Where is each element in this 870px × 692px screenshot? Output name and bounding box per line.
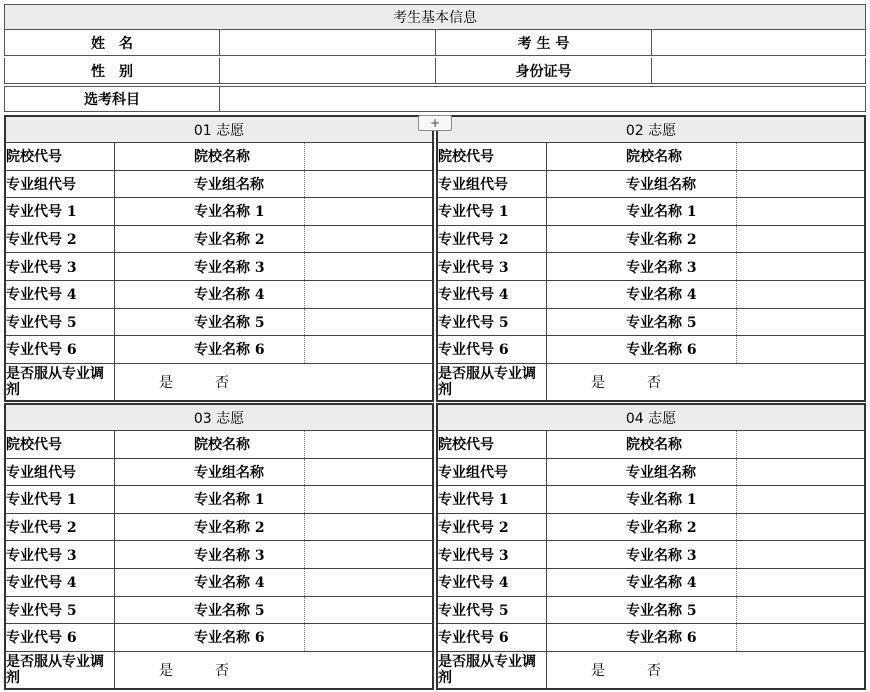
table-row (6, 253, 432, 281)
table-row (438, 459, 864, 487)
table-row (438, 198, 864, 226)
major-code-field[interactable] (547, 486, 626, 513)
major-code-label: 专业代号 3 (6, 541, 115, 568)
major-code-label: 专业代号 1 (6, 486, 115, 513)
major-code-label: 专业代号 1 (438, 486, 547, 513)
major-code-field[interactable] (547, 198, 626, 225)
adjust-label: 是否服从专业调剂 (438, 364, 547, 400)
school-name-label: 院校名称 (626, 431, 737, 458)
major-name-field[interactable] (737, 486, 864, 513)
table-row (438, 431, 864, 459)
major-code-label: 专业代号 5 (6, 597, 115, 624)
major-name-label: 专业名称 2 (626, 226, 737, 253)
major-code-field[interactable] (547, 597, 626, 624)
group-name-label: 专业组名称 (194, 171, 305, 198)
table-row (6, 431, 432, 459)
info-row-subjects (4, 86, 866, 112)
table-row (438, 652, 864, 688)
id-number-label: 身份证号 (436, 58, 652, 84)
group-name-field[interactable] (737, 459, 864, 486)
gender-label: 性 别 (4, 58, 220, 84)
adjust-yes-option[interactable]: 是 (159, 662, 173, 679)
major-name-field[interactable] (305, 541, 432, 568)
group-code-field[interactable] (547, 171, 626, 198)
school-code-label: 院校代号 (6, 143, 115, 170)
school-name-field[interactable] (305, 431, 432, 458)
choice-title: 02 志愿 (438, 117, 864, 143)
form-title: 考生基本信息 (4, 4, 866, 30)
major-code-field[interactable] (115, 569, 194, 596)
major-code-label: 专业代号 2 (6, 514, 115, 541)
table-row (438, 171, 864, 199)
adjust-label: 是否服从专业调剂 (6, 364, 115, 400)
group-name-field[interactable] (305, 171, 432, 198)
table-row (438, 253, 864, 281)
table-row (438, 143, 864, 171)
major-name-field[interactable] (737, 336, 864, 363)
gender-field[interactable] (220, 58, 436, 84)
table-row (6, 541, 432, 569)
major-name-label: 专业名称 3 (194, 541, 305, 568)
major-code-field[interactable] (115, 541, 194, 568)
major-code-field[interactable] (115, 281, 194, 308)
major-code-label: 专业代号 4 (6, 569, 115, 596)
group-code-field[interactable] (115, 459, 194, 486)
adjust-no-option[interactable]: 否 (215, 662, 229, 679)
school-name-field[interactable] (737, 431, 864, 458)
major-name-label: 专业名称 6 (194, 624, 305, 651)
major-name-label: 专业名称 3 (194, 253, 305, 280)
major-name-label: 专业名称 3 (626, 541, 737, 568)
major-name-label: 专业名称 6 (194, 336, 305, 363)
group-name-field[interactable] (737, 171, 864, 198)
major-code-label: 专业代号 5 (438, 597, 547, 624)
subjects-label: 选考科目 (4, 86, 220, 112)
major-code-label: 专业代号 4 (438, 281, 547, 308)
adjust-options (547, 364, 864, 400)
major-name-label: 专业名称 4 (626, 281, 737, 308)
school-code-field[interactable] (115, 431, 194, 458)
major-name-label: 专业名称 4 (626, 569, 737, 596)
adjust-label: 是否服从专业调剂 (438, 652, 547, 688)
major-code-label: 专业代号 1 (6, 198, 115, 225)
major-name-field[interactable] (305, 514, 432, 541)
school-code-label: 院校代号 (438, 143, 547, 170)
major-code-field[interactable] (115, 253, 194, 280)
major-code-label: 专业代号 6 (6, 336, 115, 363)
adjust-yes-option[interactable]: 是 (591, 374, 605, 391)
major-code-label: 专业代号 6 (438, 624, 547, 651)
table-row (6, 281, 432, 309)
table-row (6, 624, 432, 652)
major-name-field[interactable] (737, 253, 864, 280)
major-name-label: 专业名称 5 (194, 597, 305, 624)
name-label: 姓 名 (4, 30, 220, 56)
major-code-field[interactable] (115, 226, 194, 253)
major-name-field[interactable] (737, 198, 864, 225)
school-code-label: 院校代号 (438, 431, 547, 458)
major-name-field[interactable] (305, 569, 432, 596)
table-row (6, 198, 432, 226)
major-name-label: 专业名称 2 (194, 514, 305, 541)
choice-block-04 (436, 403, 866, 690)
adjust-no-option[interactable]: 否 (647, 662, 661, 679)
group-code-label: 专业组代号 (438, 459, 547, 486)
major-name-field[interactable] (737, 309, 864, 336)
adjust-options (547, 652, 864, 688)
table-row (6, 309, 432, 337)
major-code-field[interactable] (547, 336, 626, 363)
group-code-field[interactable] (115, 171, 194, 198)
major-name-label: 专业名称 2 (626, 514, 737, 541)
major-code-label: 专业代号 6 (6, 624, 115, 651)
choice-block-03 (4, 403, 434, 690)
major-name-field[interactable] (737, 624, 864, 651)
table-row (6, 226, 432, 254)
table-row (6, 336, 432, 364)
table-row (438, 336, 864, 364)
table-row (6, 597, 432, 625)
major-code-label: 专业代号 4 (438, 569, 547, 596)
table-row (438, 541, 864, 569)
major-code-field[interactable] (547, 624, 626, 651)
school-name-field[interactable] (305, 143, 432, 170)
major-name-label: 专业名称 5 (194, 309, 305, 336)
major-name-label: 专业名称 6 (626, 336, 737, 363)
choice-block-01 (4, 115, 434, 402)
major-name-field[interactable] (737, 514, 864, 541)
major-code-field[interactable] (115, 336, 194, 363)
adjust-no-option[interactable]: 否 (215, 374, 229, 391)
school-name-label: 院校名称 (626, 143, 737, 170)
major-name-field[interactable] (305, 226, 432, 253)
school-name-label: 院校名称 (194, 143, 305, 170)
table-row (6, 459, 432, 487)
table-row (6, 171, 432, 199)
major-code-field[interactable] (547, 514, 626, 541)
major-name-label: 专业名称 6 (626, 624, 737, 651)
table-row (438, 309, 864, 337)
table-row (6, 569, 432, 597)
id-number-field[interactable] (652, 58, 866, 84)
table-row (438, 364, 864, 400)
group-code-label: 专业组代号 (6, 459, 115, 486)
table-row (438, 226, 864, 254)
adjust-options (115, 364, 432, 400)
major-name-label: 专业名称 5 (626, 597, 737, 624)
major-name-label: 专业名称 1 (194, 198, 305, 225)
table-row (6, 486, 432, 514)
group-name-label: 专业组名称 (626, 171, 737, 198)
major-code-label: 专业代号 1 (438, 198, 547, 225)
major-code-label: 专业代号 5 (438, 309, 547, 336)
major-name-field[interactable] (737, 281, 864, 308)
adjust-yes-option[interactable]: 是 (159, 374, 173, 391)
major-name-field[interactable] (305, 597, 432, 624)
major-code-field[interactable] (115, 486, 194, 513)
table-row (438, 281, 864, 309)
table-row (6, 514, 432, 542)
major-code-field[interactable] (547, 281, 626, 308)
table-row (438, 569, 864, 597)
exam-number-field[interactable] (652, 30, 866, 56)
group-name-label: 专业组名称 (626, 459, 737, 486)
major-name-label: 专业名称 3 (626, 253, 737, 280)
major-code-field[interactable] (547, 541, 626, 568)
group-code-label: 专业组代号 (6, 171, 115, 198)
exam-number-label: 考 生 号 (436, 30, 652, 56)
subjects-field[interactable] (220, 86, 866, 112)
major-name-field[interactable] (737, 541, 864, 568)
info-row-gender (4, 58, 866, 84)
major-code-field[interactable] (547, 226, 626, 253)
major-name-label: 专业名称 4 (194, 281, 305, 308)
choice-block-02 (436, 115, 866, 402)
major-name-field[interactable] (305, 486, 432, 513)
adjust-yes-option[interactable]: 是 (591, 662, 605, 679)
major-code-label: 专业代号 5 (6, 309, 115, 336)
major-code-label: 专业代号 3 (6, 253, 115, 280)
major-code-label: 专业代号 4 (6, 281, 115, 308)
adjust-no-option[interactable]: 否 (647, 374, 661, 391)
school-name-field[interactable] (737, 143, 864, 170)
major-code-field[interactable] (115, 309, 194, 336)
major-code-label: 专业代号 3 (438, 253, 547, 280)
info-row-name (4, 30, 866, 56)
group-code-field[interactable] (547, 459, 626, 486)
major-code-label: 专业代号 6 (438, 336, 547, 363)
choice-title: 03 志愿 (6, 405, 432, 431)
major-code-label: 专业代号 2 (438, 514, 547, 541)
table-row (438, 514, 864, 542)
major-name-field[interactable] (737, 226, 864, 253)
table-row (6, 143, 432, 171)
major-name-label: 专业名称 1 (194, 486, 305, 513)
school-code-field[interactable] (547, 143, 626, 170)
major-name-label: 专业名称 1 (626, 198, 737, 225)
major-name-field[interactable] (737, 597, 864, 624)
major-name-field[interactable] (305, 253, 432, 280)
major-code-field[interactable] (547, 253, 626, 280)
major-code-label: 专业代号 3 (438, 541, 547, 568)
major-code-field[interactable] (115, 597, 194, 624)
add-row-button[interactable]: + (418, 115, 452, 131)
table-row (438, 486, 864, 514)
major-name-field[interactable] (305, 336, 432, 363)
major-name-field[interactable] (305, 624, 432, 651)
major-name-label: 专业名称 2 (194, 226, 305, 253)
major-code-label: 专业代号 2 (438, 226, 547, 253)
table-row (438, 597, 864, 625)
major-code-field[interactable] (547, 309, 626, 336)
major-name-label: 专业名称 5 (626, 309, 737, 336)
table-row (6, 652, 432, 688)
major-code-field[interactable] (547, 569, 626, 596)
major-code-field[interactable] (115, 514, 194, 541)
major-name-label: 专业名称 1 (626, 486, 737, 513)
major-name-field[interactable] (737, 569, 864, 596)
school-code-field[interactable] (115, 143, 194, 170)
choice-title: 01 志愿 (6, 117, 432, 143)
major-code-field[interactable] (115, 198, 194, 225)
table-row (438, 624, 864, 652)
major-name-field[interactable] (305, 309, 432, 336)
group-name-label: 专业组名称 (194, 459, 305, 486)
choice-title: 04 志愿 (438, 405, 864, 431)
major-name-label: 专业名称 4 (194, 569, 305, 596)
school-code-label: 院校代号 (6, 431, 115, 458)
major-code-field[interactable] (115, 624, 194, 651)
group-code-label: 专业组代号 (438, 171, 547, 198)
table-row (6, 364, 432, 400)
school-code-field[interactable] (547, 431, 626, 458)
school-name-label: 院校名称 (194, 431, 305, 458)
name-field[interactable] (220, 30, 436, 56)
major-code-label: 专业代号 2 (6, 226, 115, 253)
adjust-label: 是否服从专业调剂 (6, 652, 115, 688)
major-name-field[interactable] (305, 281, 432, 308)
major-name-field[interactable] (305, 198, 432, 225)
group-name-field[interactable] (305, 459, 432, 486)
adjust-options (115, 652, 432, 688)
